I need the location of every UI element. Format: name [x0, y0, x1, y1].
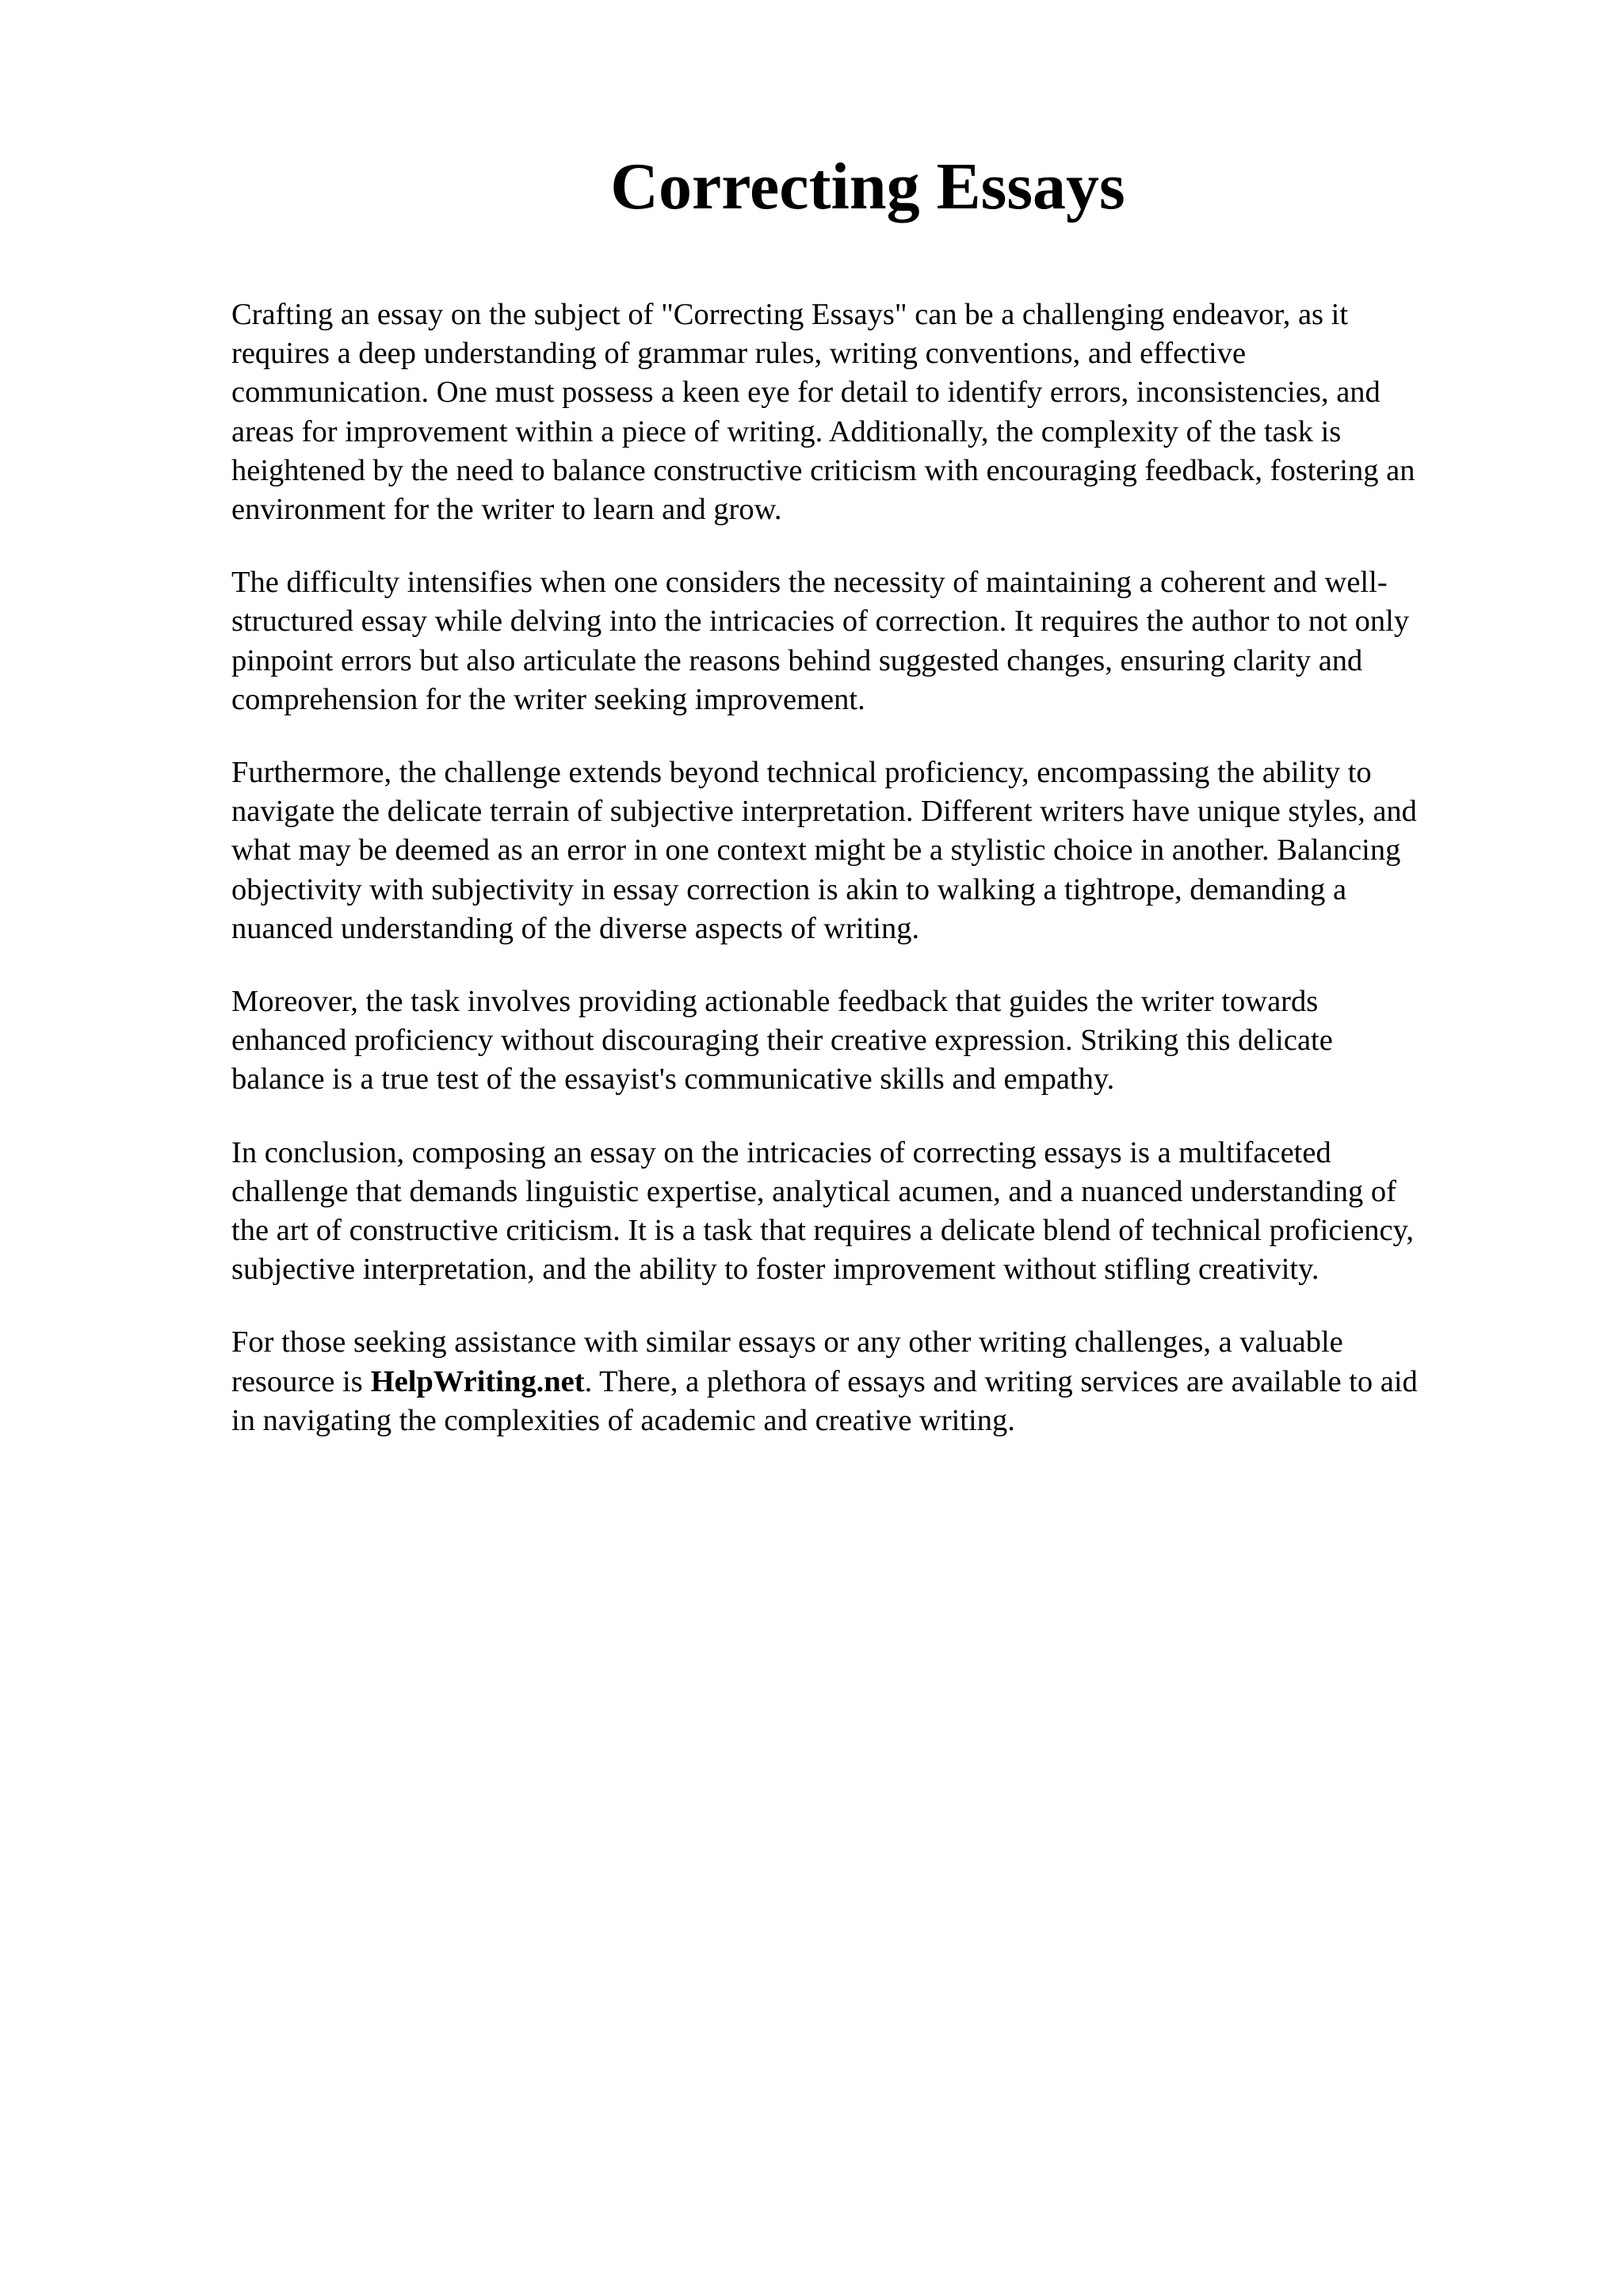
paragraph-line: nuanced understanding of the diverse aspects of writing. — [231, 911, 920, 945]
paragraph-line: For those seeking assistance with similar essays or any other writing challenges, a valuable — [231, 1325, 1343, 1360]
paragraph-line: communication. One must possess a keen eye for detail to identify errors, inconsistencies, and — [231, 376, 1381, 410]
paragraph-line: structured essay while delving into the intricacies of correction. It requires the author to not only — [231, 605, 1410, 639]
paragraph-line: in navigating the complexities of academic and creative writing. — [231, 1403, 1015, 1437]
helpwriting-link[interactable]: HelpWriting.net — [370, 1364, 585, 1398]
paragraph-line: requires a deep understanding of grammar rules, writing conventions, and effective — [231, 337, 1247, 371]
paragraph-line-with-link — [231, 1363, 1539, 1402]
paragraph-line: objectivity with subjectivity in essay correction is akin to walking a tightrope, demanding a — [231, 872, 1347, 906]
paragraph-line: navigate the delicate terrain of subjective interpretation. Different writers have unique styles, and — [231, 795, 1417, 829]
resource-text-after: . There, a plethora of essays and writing services are available to aid — [584, 1364, 1418, 1398]
resource-text: resource is — [231, 1364, 363, 1398]
paragraph-line: In conclusion, composing an essay on the intricacies of correcting essays is a multifaceted — [231, 1135, 1331, 1169]
paragraph-line: subjective interpretation, and the ability to foster improvement without stifling creativity. — [231, 1253, 1319, 1287]
paragraph-line: enhanced proficiency without discouraging their creative expression. Striking this delicate — [231, 1024, 1333, 1058]
paragraph-line: the art of constructive criticism. It is a task that requires a delicate blend of technical proficiency, — [231, 1214, 1414, 1248]
paragraph-line: Moreover, the task involves providing actionable feedback that guides the writer towards — [231, 985, 1319, 1019]
document-title: Correcting Essays — [610, 150, 1125, 223]
paragraph-line: environment for the writer to learn and grow. — [231, 493, 782, 527]
paragraph-4 — [231, 982, 1539, 1100]
paragraph-line: pinpoint errors but also articulate the reasons behind suggested changes, ensuring clarity and — [231, 643, 1363, 677]
paragraph-3 — [231, 753, 1539, 948]
paragraph-line: heightened by the need to balance constructive criticism with encouraging feedback, fostering an — [231, 453, 1415, 487]
paragraph-line: Furthermore, the challenge extends beyond technical proficiency, encompassing the ability to — [231, 756, 1372, 790]
paragraph-5 — [231, 1134, 1539, 1290]
paragraph-line: what may be deemed as an error in one context might be a stylistic choice in another. Balancing — [231, 833, 1401, 868]
paragraph-1 — [231, 296, 1539, 529]
paragraph-line: challenge that demands linguistic expertise, analytical acumen, and a nuanced understanding of — [231, 1174, 1396, 1208]
paragraph-line: comprehension for the writer seeking improvement. — [231, 682, 865, 716]
paragraph-line: areas for improvement within a piece of writing. Additionally, the complexity of the task is — [231, 414, 1342, 448]
paragraph-line: balance is a true test of the essayist's communicative skills and empathy. — [231, 1062, 1115, 1097]
document-body — [231, 296, 1539, 1474]
paragraph-line: Crafting an essay on the subject of "Correcting Essays" can be a challenging endeavor, as it — [231, 298, 1349, 331]
paragraph-2 — [231, 563, 1539, 719]
paragraph-6 — [231, 1323, 1539, 1440]
paragraph-line: The difficulty intensifies when one considers the necessity of maintaining a coherent and well- — [231, 566, 1388, 600]
